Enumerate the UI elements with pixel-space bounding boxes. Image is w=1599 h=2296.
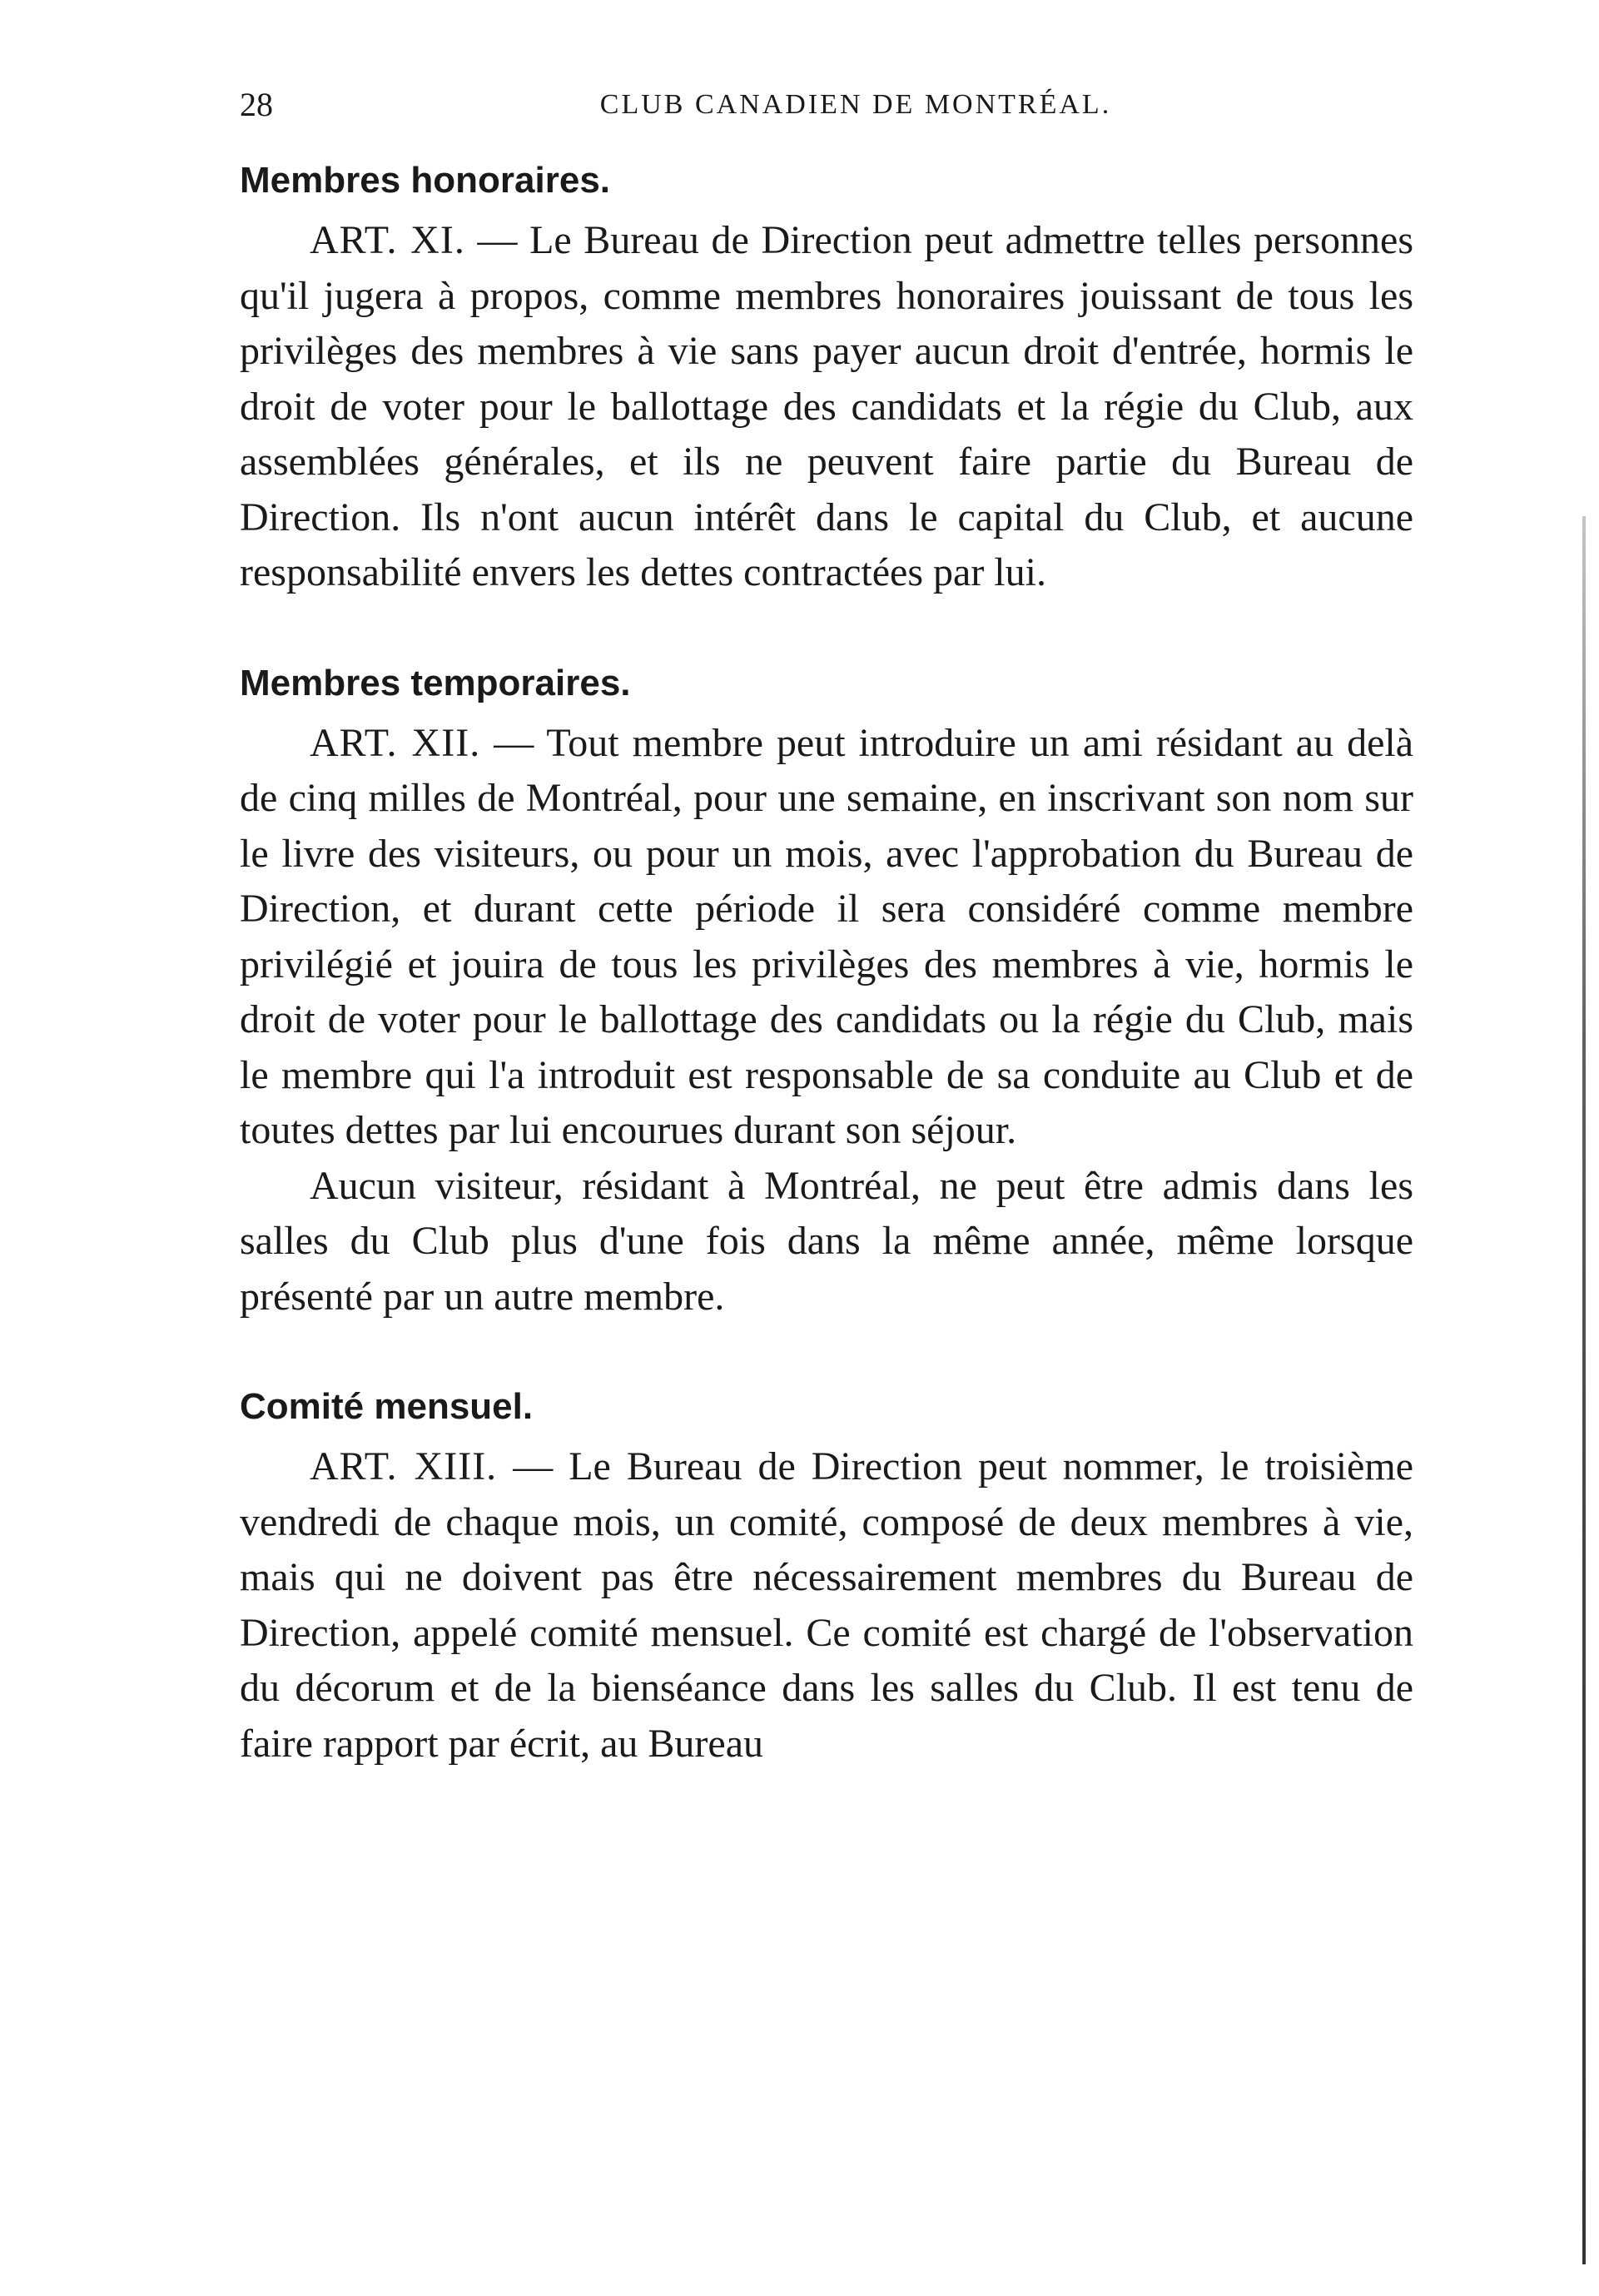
page-number: 28 [240,86,273,123]
section-comite-mensuel [240,1379,1413,1772]
article-text: — Tout membre peut introduire un ami résidant au delà de cinq milles de Montréal, pour une semaine, en inscrivant son nom sur le livre des visiteurs, ou pour un mois, avec l'approbation du Bureau de Direction, et durant cette période il sera considéré comme membre privilégié et jouira de tous les privilèges des membres à vie, hormis le droit de voter pour le ballottage des candidats ou la régie du Club, mais le membre qui l'a introduit est responsable de sa conduite au Club et de toutes dettes par lui encourues durant son séjour. [240,720,1414,1152]
section-heading: Membres honoraires. [240,160,611,201]
article-paragraph [240,716,1413,1159]
article-paragraph [240,1159,1413,1325]
article-text: — Le Bureau de Direction peut admettre telles personnes qu'il jugera à propos, comme membres honoraires jouissant de tous les privilèges des membres à vie sans payer aucun droit d'entrée, hormis le droit de voter pour le ballottage des candidats et la régie du Club, aux assemblées générales, et ils ne peuvent faire partie du Bureau de Direction. Ils n'ont aucun intérêt dans le capital du Club, et aucune responsabilité envers les dettes contractées par lui. [240,218,1413,594]
article-label: ART. XII. [310,720,481,765]
scan-edge-line [1582,516,1586,2264]
section-membres-temporaires [240,656,1413,1325]
article-paragraph [240,1439,1413,1772]
section-heading: Membres temporaires. [240,662,631,703]
article-text: Aucun visiteur, résidant à Montréal, ne peut être admis dans les salles du Club plus d'une fois dans la même année, même lorsque présenté par un autre membre. [240,1163,1413,1319]
running-head [240,80,1413,130]
article-text: — Le Bureau de Direction peut nommer, le troisième vendredi de chaque mois, un comité, composé de deux membres à vie, mais qui ne doivent pas être nécessairement membres du Bureau de Direction, appelé comité mensuel. Ce comité est chargé de l'observation du décorum et de la bienséance dans les salles du Club. Il est tenu de faire rapport par écrit, au Bureau [240,1444,1413,1766]
article-label: ART. XIII. [310,1444,498,1488]
book-page [240,80,1413,1826]
article-paragraph [240,213,1413,601]
running-title: CLUB CANADIEN DE MONTRÉAL. [599,89,1112,120]
section-heading: Comité mensuel. [240,1386,534,1427]
section-membres-honoraires [240,153,1413,601]
article-label: ART. XI. [310,218,465,262]
